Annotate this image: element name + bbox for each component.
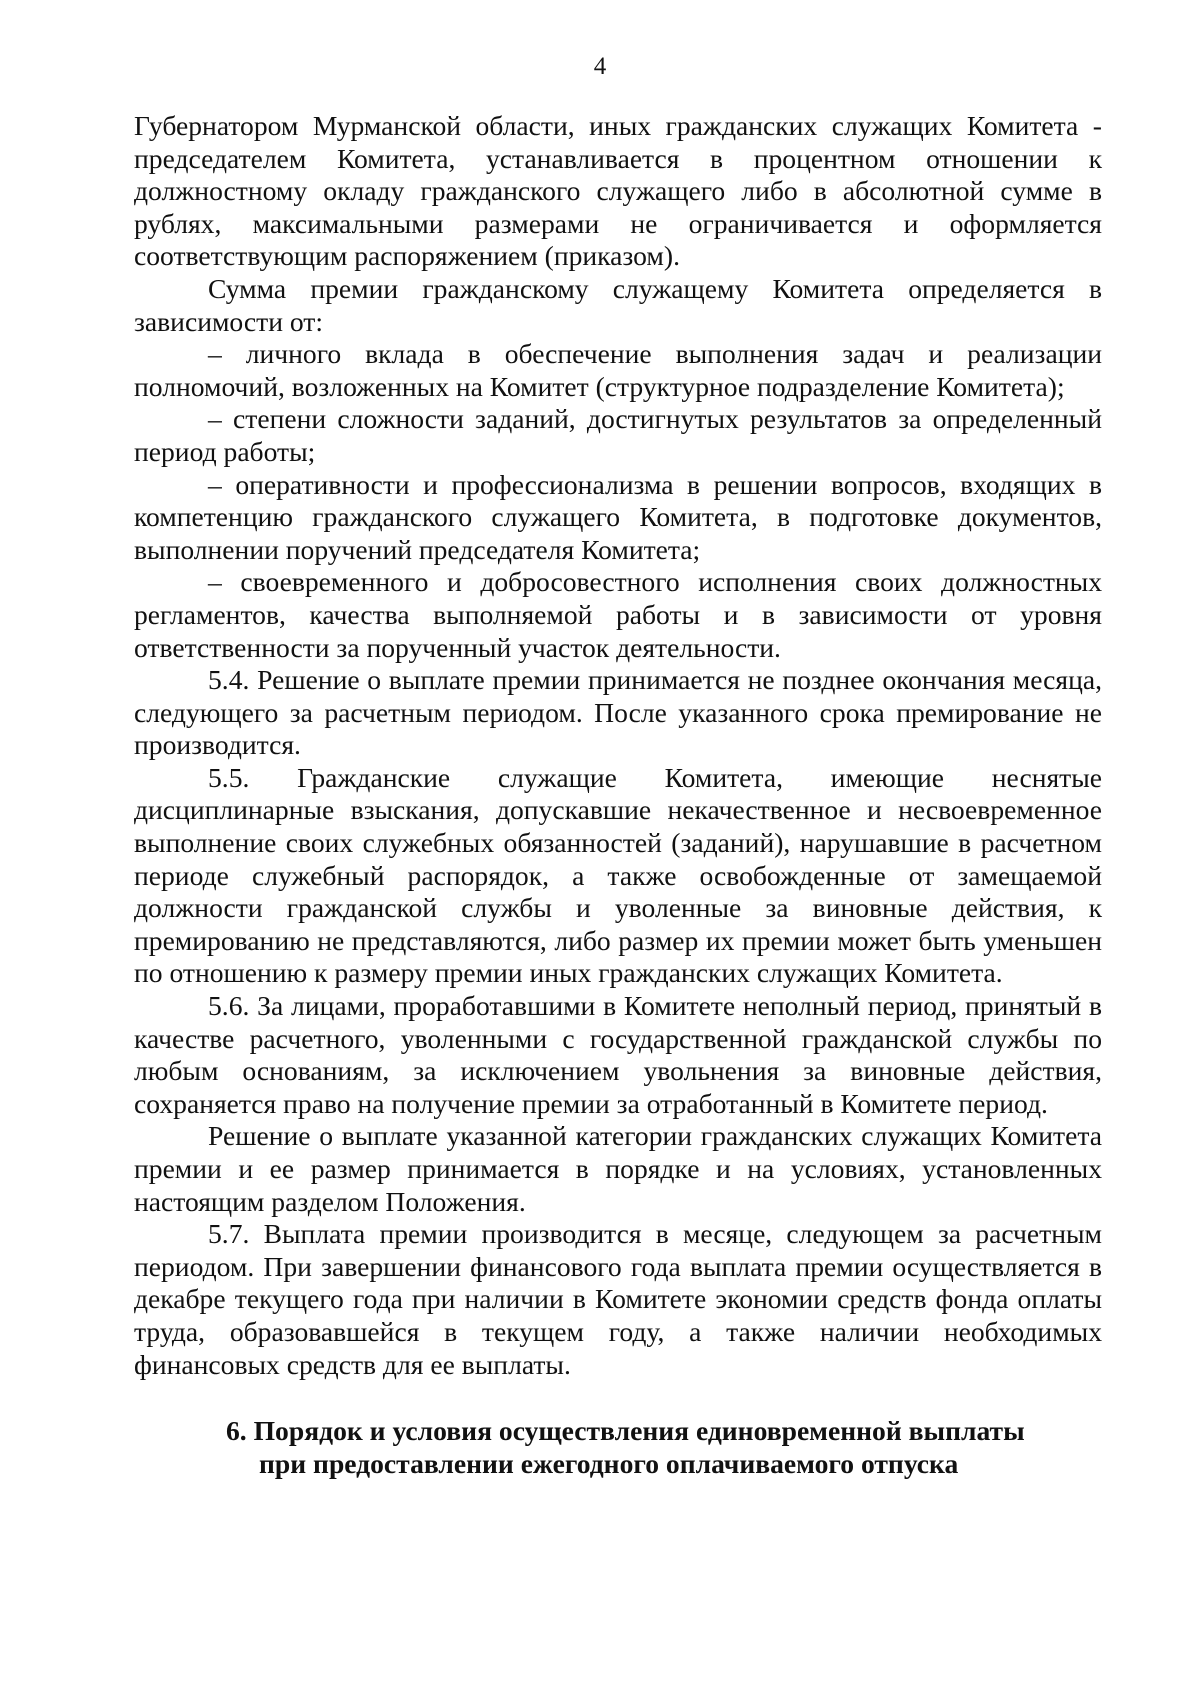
paragraph-continuation: Губернатором Мурманской области, иных гражданских служащих Комитета - председателем Комитета, устанавливается в процентном отношении к должностному окладу гражданского служащего либо в абсолютной сумме в рублях, максимальными размерами не ограничивается и оформляется соответствующим распоряжением (приказом). [134, 110, 1102, 272]
page-number: 4 [593, 53, 607, 80]
clause-5-6: 5.6. За лицами, проработавшими в Комитете неполный период, принятый в качестве расчетного, уволенными с государственной гражданской службы по любым основаниям, за исключением увольнения за виновные действия, сохраняется право на получение премии за отработанный в Комитете период. [134, 990, 1102, 1119]
section-heading-line: 6. Порядок и условия осуществления единовременной выплаты [226, 1415, 1025, 1447]
section-heading-line: при предоставлении ежегодного оплачиваемого отпуска [259, 1447, 959, 1479]
paragraph: Решение о выплате указанной категории гражданских служащих Комитета премии и ее размер принимается в порядке и на условиях, установленных настоящим разделом Положения. [134, 1120, 1102, 1217]
list-item: – оперативности и профессионализма в решении вопросов, входящих в компетенцию гражданского служащего Комитета, в подготовке документов, выполнении поручений председателя Комитета; [134, 468, 1102, 565]
paragraph: Сумма премии гражданскому служащему Комитета определяется в зависимости от: [134, 272, 1102, 337]
list-item: – своевременного и добросовестного исполнения своих должностных регламентов, качества выполняемой работы и в зависимости от уровня ответственности за порученный участок деятельности. [134, 566, 1102, 663]
list-item: – степени сложности заданий, достигнутых результатов за определенный период работы; [134, 403, 1102, 467]
list-item: – личного вклада в обеспечение выполнения задач и реализации полномочий, возложенных на Комитет (структурное подразделение Комитета); [134, 338, 1102, 402]
clause-5-7: 5.7. Выплата премии производится в месяце, следующем за расчетным периодом. При завершении финансового года выплата премии осуществляется в декабре текущего года при наличии в Комитете экономии средств фонда оплаты труда, образовавшейся в текущем году, а также наличии необходимых финансовых средств для ее выплаты. [134, 1218, 1102, 1380]
section-heading [226, 1415, 1066, 1480]
clause-5-4: 5.4. Решение о выплате премии принимается не позднее окончания месяца, следующего за расчетным периодом. После указанного срока премирование не производится. [134, 664, 1102, 761]
document-body [134, 110, 1102, 1480]
clause-5-5: 5.5. Гражданские служащие Комитета, имеющие неснятые дисциплинарные взыскания, допускавшие некачественное и несвоевременное выполнение своих служебных обязанностей (заданий), нарушавшие в расчетном периоде служебный распорядок, а также освобожденные от замещаемой должности гражданской службы и уволенные за виновные действия, к премированию не представляются, либо размер их премии может быть уменьшен по отношению к размеру премии иных гражданских служащих Комитета. [134, 761, 1102, 989]
